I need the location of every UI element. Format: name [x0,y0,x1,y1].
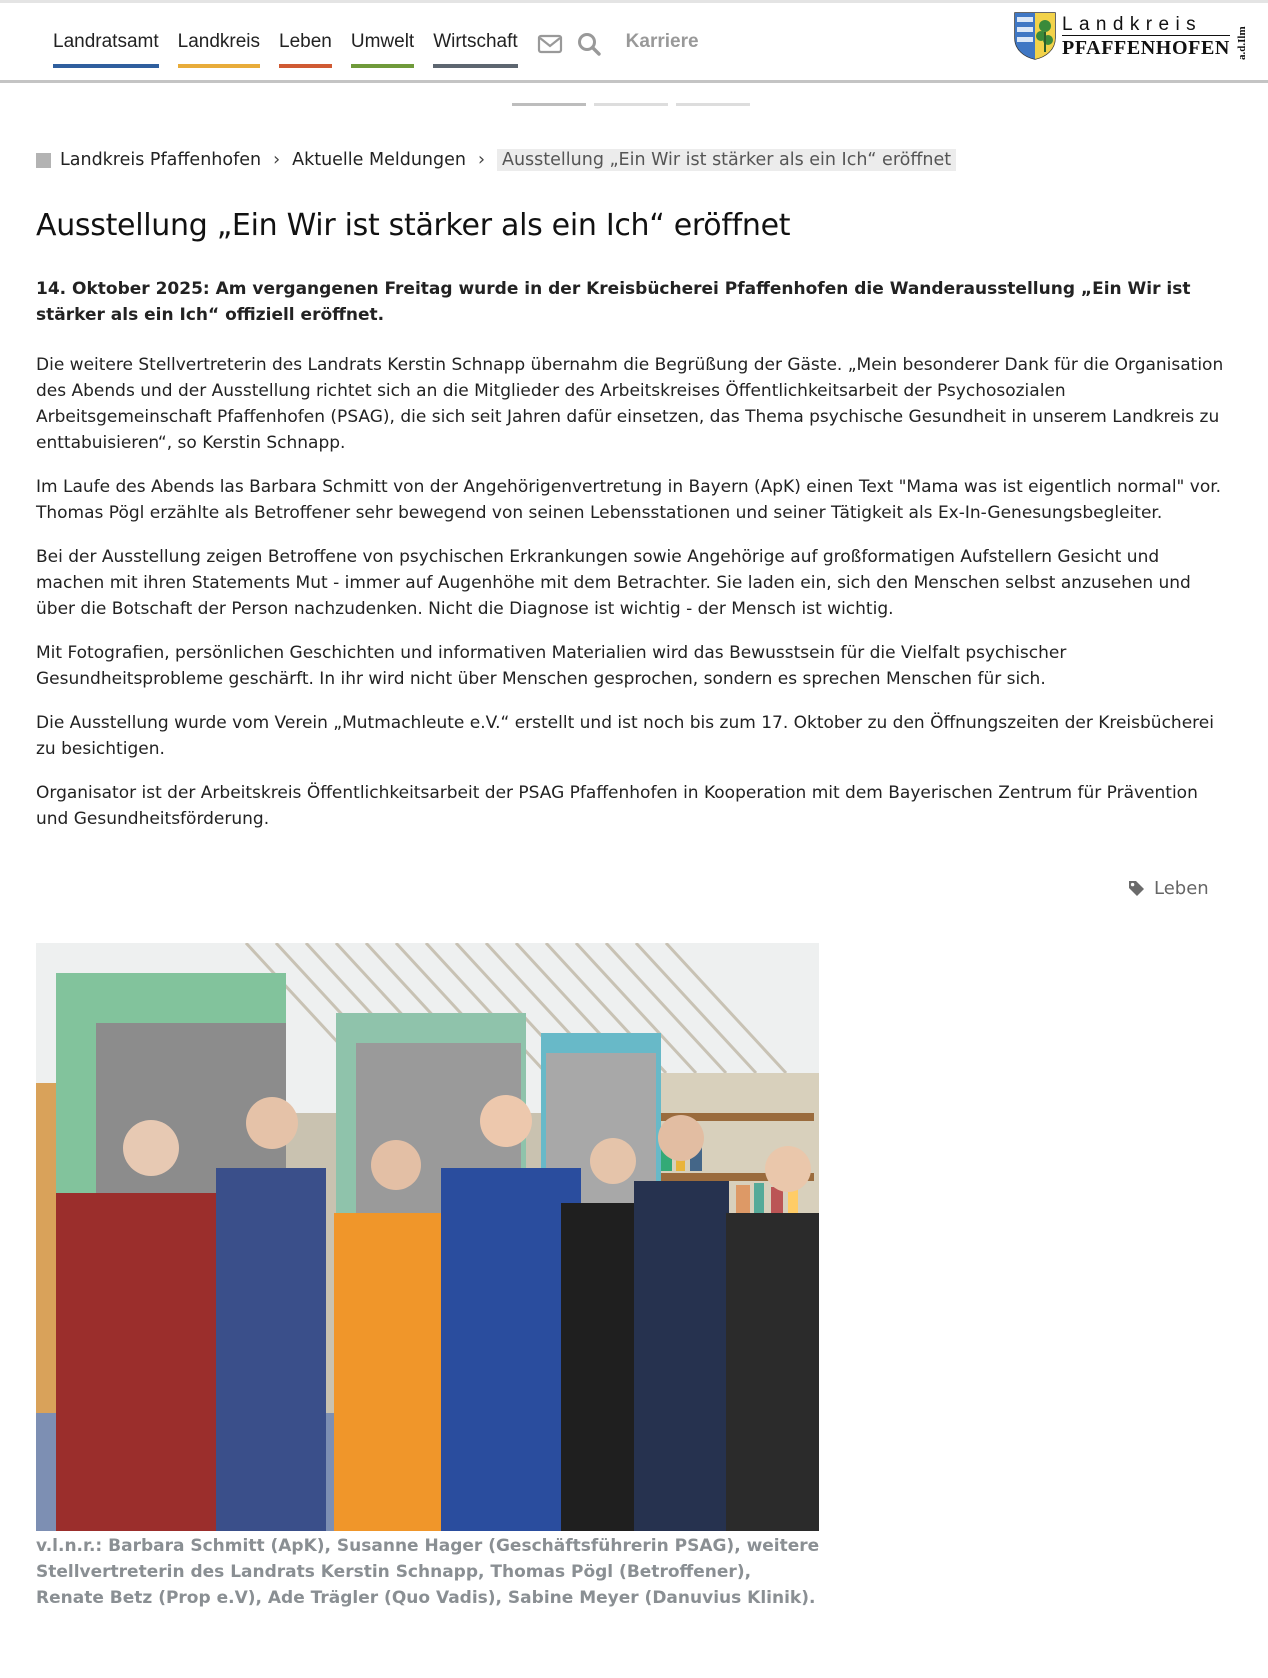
main-navigation [53,31,718,68]
photo-caption: v.l.n.r.: Barbara Schmitt (ApK), Susanne Hager (Geschäftsführerin PSAG), weitere Stellvertreterin des Landrats Kerstin Schnapp, Thomas Pögl (Betroffener), Renate Betz (Prop e.V), Ade Trägler (Quo Vadis), Sabine Meyer (Danuvius Klinik). [36,1536,820,1608]
article-paragraph: Bei der Ausstellung zeigen Betroffene von psychischen Erkrankungen sowie Angehörige auf großformatigen Aufstellern Gesicht und machen mit ihren Statements Mut - immer auf Augenhöhe mit dem Betrachter. Sie laden ein, sich den Menschen selbst anzusehen und über die Botschaft der Person nachzudenken. Nicht die Diagnose ist wichtig - der Mensch ist wichtig. [36,547,1191,619]
category-tag-label: Leben [1154,878,1209,899]
chevron-right-icon: › [477,150,485,170]
home-square-icon[interactable] [36,153,51,168]
coat-of-arms-icon [1014,12,1056,60]
breadcrumb-current: Ausstellung „Ein Wir ist stärker als ein Ich“ eröffnet [497,149,956,171]
logo-line-1: Landkreis [1062,15,1230,36]
article-photo[interactable] [36,943,819,1531]
category-tag[interactable] [1128,878,1209,899]
nav-leben[interactable]: Leben [279,31,332,68]
slider-pagination [512,103,758,106]
logo-line-3 [1236,22,1248,62]
logo-text [1062,15,1230,58]
slider-dot-1[interactable] [512,103,586,106]
landkreis-logo[interactable] [1014,12,1248,60]
tag-icon [1128,880,1145,897]
page-title: Ausstellung „Ein Wir ist stärker als ein Ich“ eröffnet [36,208,791,243]
nav-wirtschaft[interactable]: Wirtschaft [433,31,517,68]
nav-landratsamt[interactable]: Landratsamt [53,31,159,68]
svg-text:a.d.Ilm: a.d.Ilm [1236,26,1248,60]
logo-line-2: PFAFFENHOFEN [1062,36,1230,59]
article-paragraph: Mit Fotografien, persönlichen Geschichten und informativen Materialien wird das Bewusstsein für die Vielfalt psychischer Gesundheitsprobleme geschärft. In ihr wird nicht über Menschen gesprochen, sondern es sprechen Menschen für sich. [36,643,1067,689]
article-paragraph: Die Ausstellung wurde vom Verein „Mutmachleute e.V.“ erstellt und ist noch bis zum 17. Oktober zu den Öffnungszeiten der Kreisbücherei zu besichtigen. [36,713,1214,759]
article-paragraph: Im Laufe des Abends las Barbara Schmitt von der Angehörigenvertretung in Bayern (ApK) einen Text "Mama was ist eigentlich normal" vor. Thomas Pögl erzählte als Betroffener sehr bewegend von seinen Lebensstationen und seiner Tätigkeit als Ex-In-Genesungsbegleiter. [36,477,1222,523]
nav-karriere[interactable]: Karriere [625,31,699,52]
article-body [36,276,1231,850]
article-paragraph: Organisator ist der Arbeitskreis Öffentlichkeitsarbeit der PSAG Pfaffenhofen in Kooperation mit dem Bayerischen Zentrum für Prävention und Gesundheitsförderung. [36,783,1198,829]
slider-dot-3[interactable] [676,103,750,106]
search-icon[interactable] [576,31,602,57]
site-header [0,3,1268,83]
breadcrumb-home[interactable]: Landkreis Pfaffenhofen [60,150,262,170]
chevron-right-icon: › [273,150,281,170]
slider-dot-2[interactable] [594,103,668,106]
breadcrumb-news[interactable]: Aktuelle Meldungen [292,150,466,170]
envelope-icon[interactable] [537,31,563,57]
breadcrumb [36,149,956,171]
nav-umwelt[interactable]: Umwelt [351,31,414,68]
article-lead: 14. Oktober 2025: Am vergangenen Freitag wurde in der Kreisbücherei Pfaffenhofen die Wanderausstellung „Ein Wir ist stärker als ein Ich“ offiziell eröffnet. [36,279,1191,325]
nav-landkreis[interactable]: Landkreis [178,31,260,68]
article-paragraph: Die weitere Stellvertreterin des Landrats Kerstin Schnapp übernahm die Begrüßung der Gäste. „Mein besonderer Dank für die Organisation des Abends und der Ausstellung richtet sich an die Mitglieder des Arbeitskreises Öffentlichkeitsarbeit der Psychosozialen Arbeitsgemeinschaft Pfaffenhofen (PSAG), die sich seit Jahren dafür einsetzen, das Thema psychische Gesundheit in unserem Landkreis zu enttabuisieren“, so Kerstin Schnapp. [36,355,1224,453]
